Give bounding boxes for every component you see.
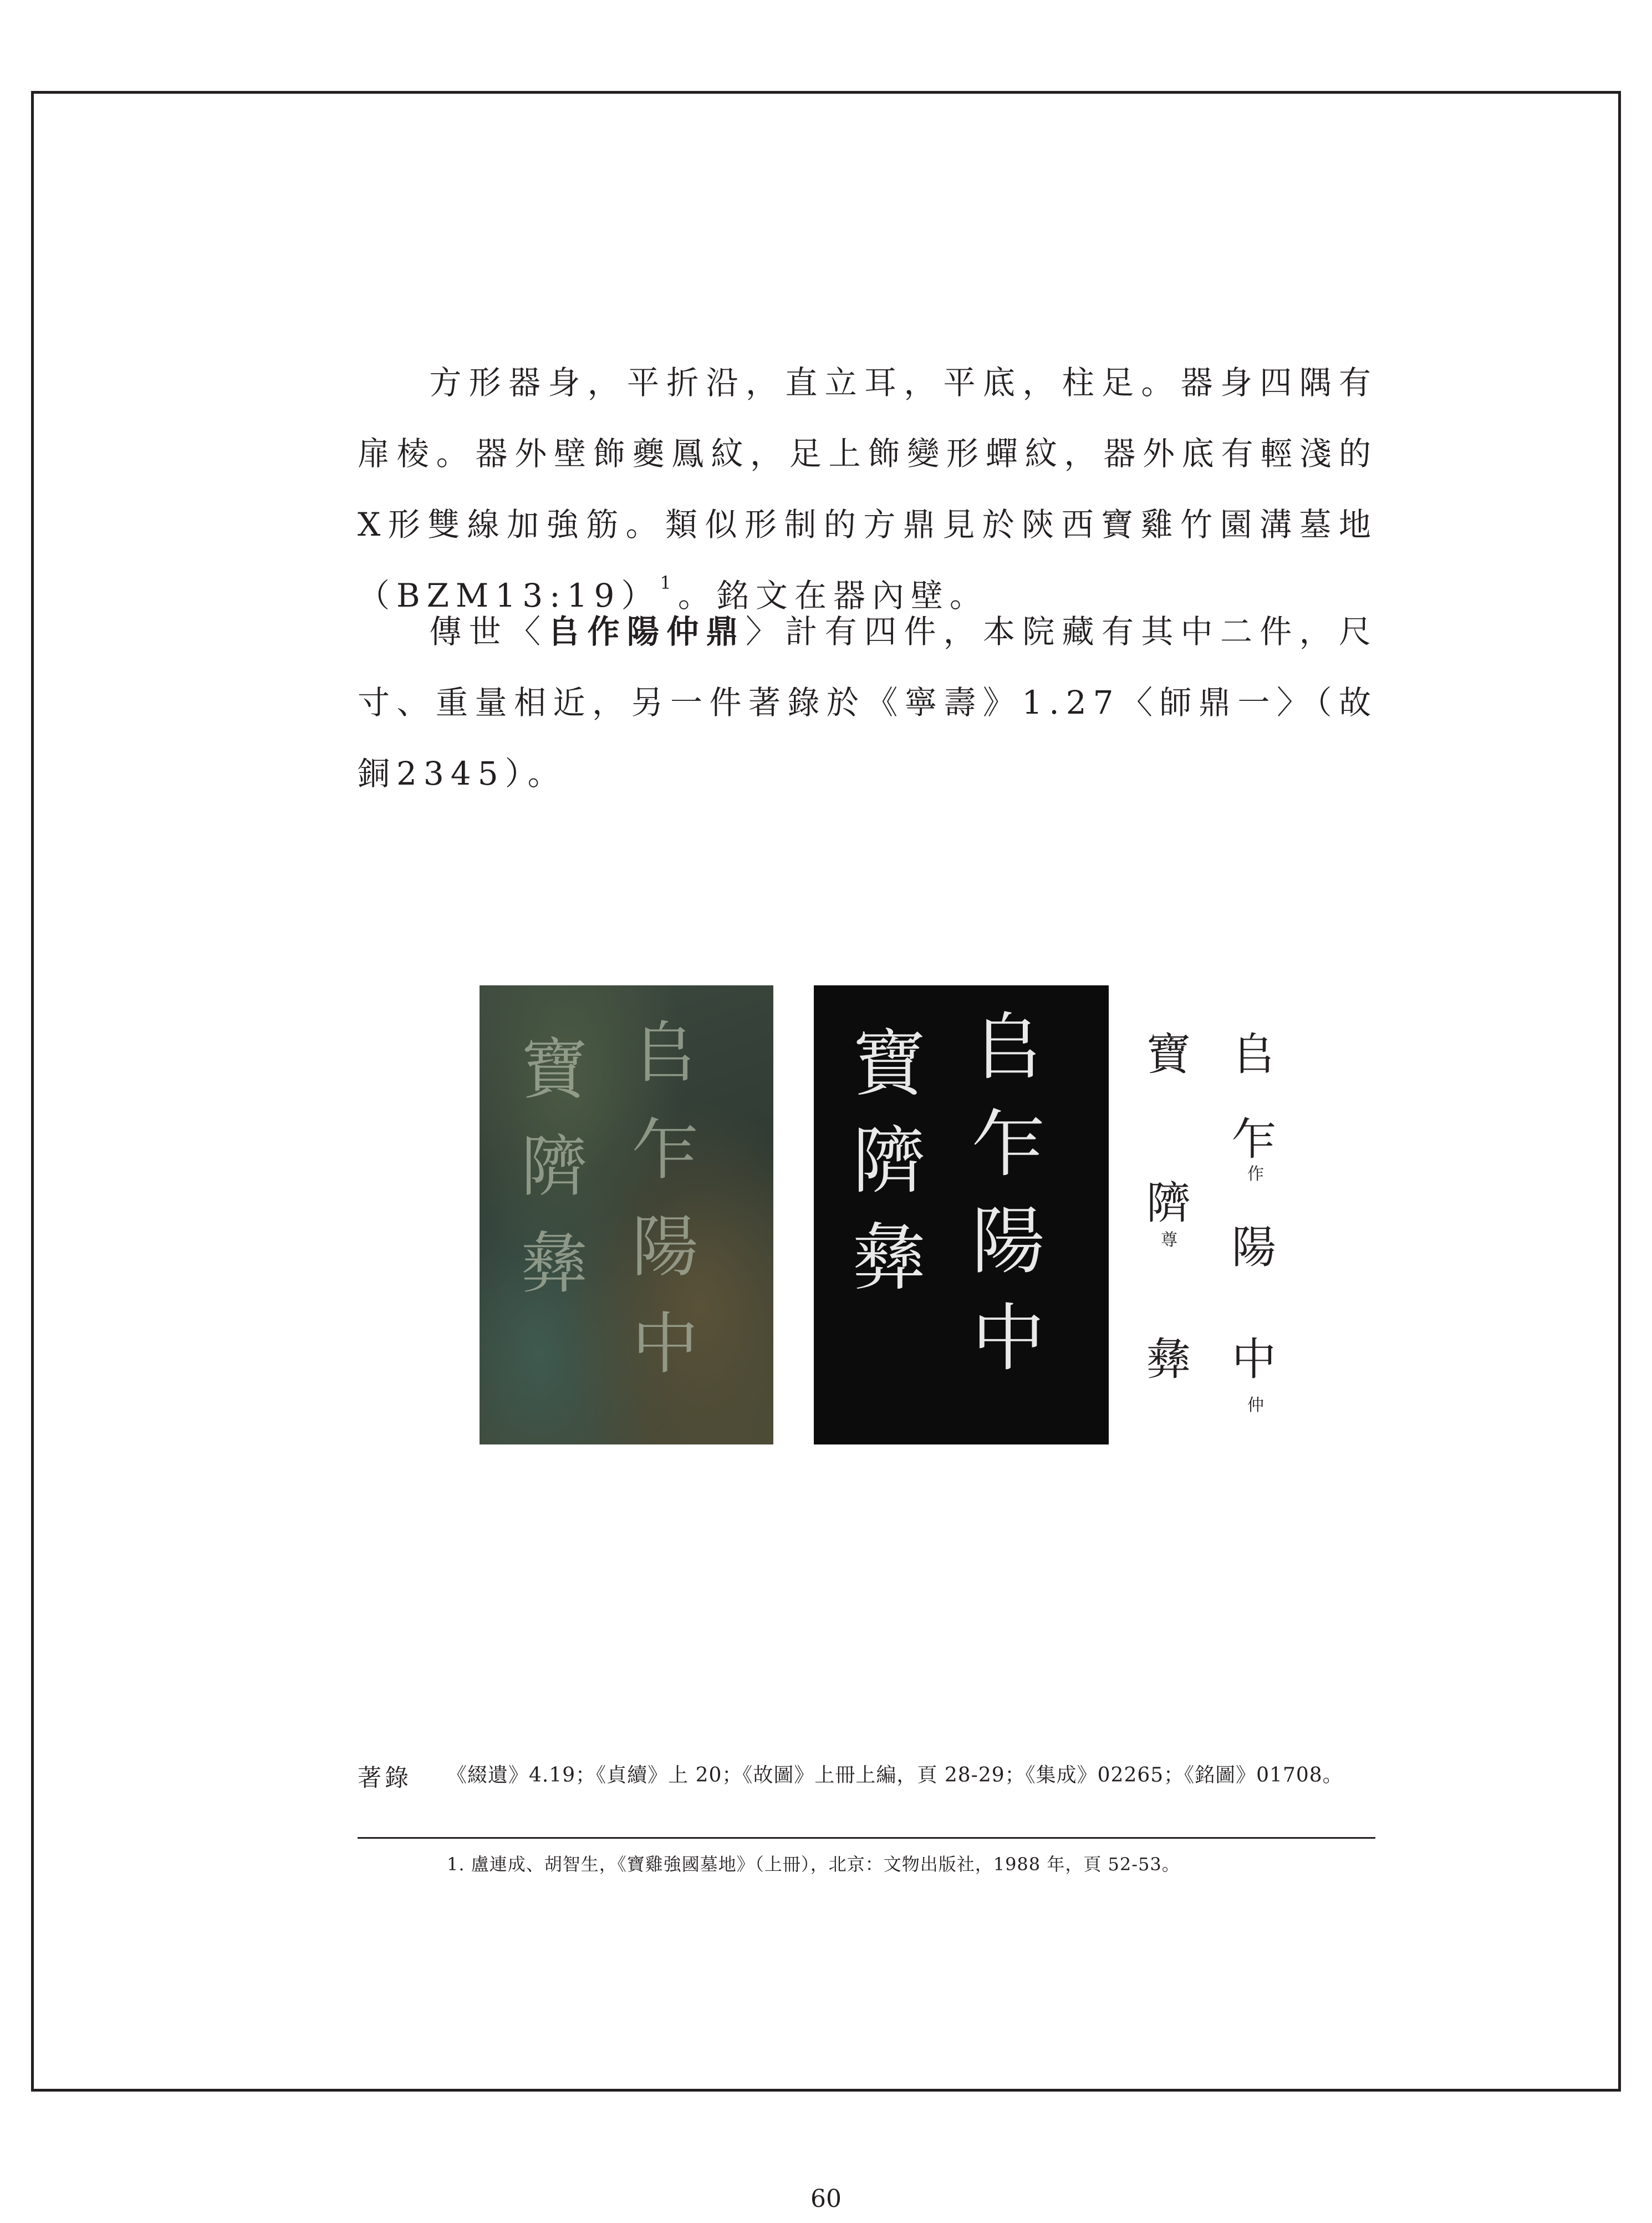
photo-glyph: 寶 [521, 1031, 588, 1108]
transcription-note: 作 [1247, 1164, 1264, 1184]
rubbing-column-right [972, 999, 1045, 1387]
description-text-end: 。銘文在器內壁。 [677, 577, 988, 614]
footnote-divider [358, 1837, 1375, 1839]
photo-column-right [632, 1005, 698, 1393]
provenance-paragraph [358, 596, 1378, 809]
transcription-char: 中 [1232, 1334, 1276, 1385]
description-text: 方形器身，平折沿，直立耳，平底，柱足。器身四隅有扉棱。器外壁飾夔鳳紋，足上飾變形蟬紋，器外底有輕淺的X形雙線加強筋。類似形制的方鼎見於陝西寶雞竹園溝墓地（BZM13:19） [358, 364, 1378, 614]
bibliography-text: 《綴遺》4.19；《貞續》上 20；《故圖》上冊上編，頁 28-29；《集成》02265；《銘圖》01708。 [447, 1764, 1343, 1787]
transcription-note: 仲 [1247, 1396, 1264, 1415]
provenance-text-start: 傳世〈 [429, 613, 548, 650]
provenance-text-end: 〉計有四件，本院藏有其中二件，尺寸、重量相近，另一件著錄於《寧壽》1.27〈師鼎一〉（故銅2345）。 [358, 613, 1378, 792]
transcription-char: 陽 [1232, 1222, 1276, 1273]
description-paragraph [358, 347, 1378, 631]
page-number: 60 [810, 2185, 842, 2213]
photo-column-left [521, 1021, 588, 1313]
transcription-note: 尊 [1161, 1230, 1177, 1250]
photo-glyph: 陽 [632, 1209, 698, 1286]
transcription-char: 彝 [1146, 1334, 1191, 1385]
rubbing-glyph: 𠂤 [972, 1005, 1045, 1090]
rubbing-glyph: 彝 [853, 1215, 926, 1301]
inscription-photo [480, 985, 773, 1444]
photo-glyph: 中 [632, 1306, 698, 1383]
rubbing-column-left [853, 1016, 926, 1307]
rubbing-glyph: 隮 [853, 1118, 926, 1204]
photo-glyph: 𠂤 [632, 1015, 698, 1092]
rubbing-glyph: 寶 [853, 1021, 926, 1107]
rubbing-glyph: 陽 [972, 1199, 1045, 1284]
vessel-title: 𠂤作陽仲鼎 [548, 613, 746, 650]
photo-glyph: 乍 [632, 1112, 698, 1189]
bibliography-label: 著錄 [358, 1764, 412, 1792]
photo-glyph: 隮 [521, 1128, 588, 1205]
transcription-char: 乍 [1232, 1113, 1276, 1165]
footnote: 1. 盧連成、胡智生，《寶雞強國墓地》（上冊），北京：文物出版社，1988 年，頁 52-53。 [447, 1854, 1180, 1875]
transcription-char: 隮 [1146, 1177, 1191, 1229]
transcription-char: 寶 [1146, 1029, 1191, 1080]
rubbing-glyph: 中 [972, 1296, 1045, 1381]
transcription-char: 𠂤 [1232, 1029, 1276, 1080]
rubbing-glyph: 乍 [972, 1102, 1045, 1187]
photo-glyph: 彝 [521, 1225, 588, 1303]
inscription-rubbing [814, 985, 1109, 1444]
footnote-reference[interactable]: 1 [660, 572, 678, 593]
